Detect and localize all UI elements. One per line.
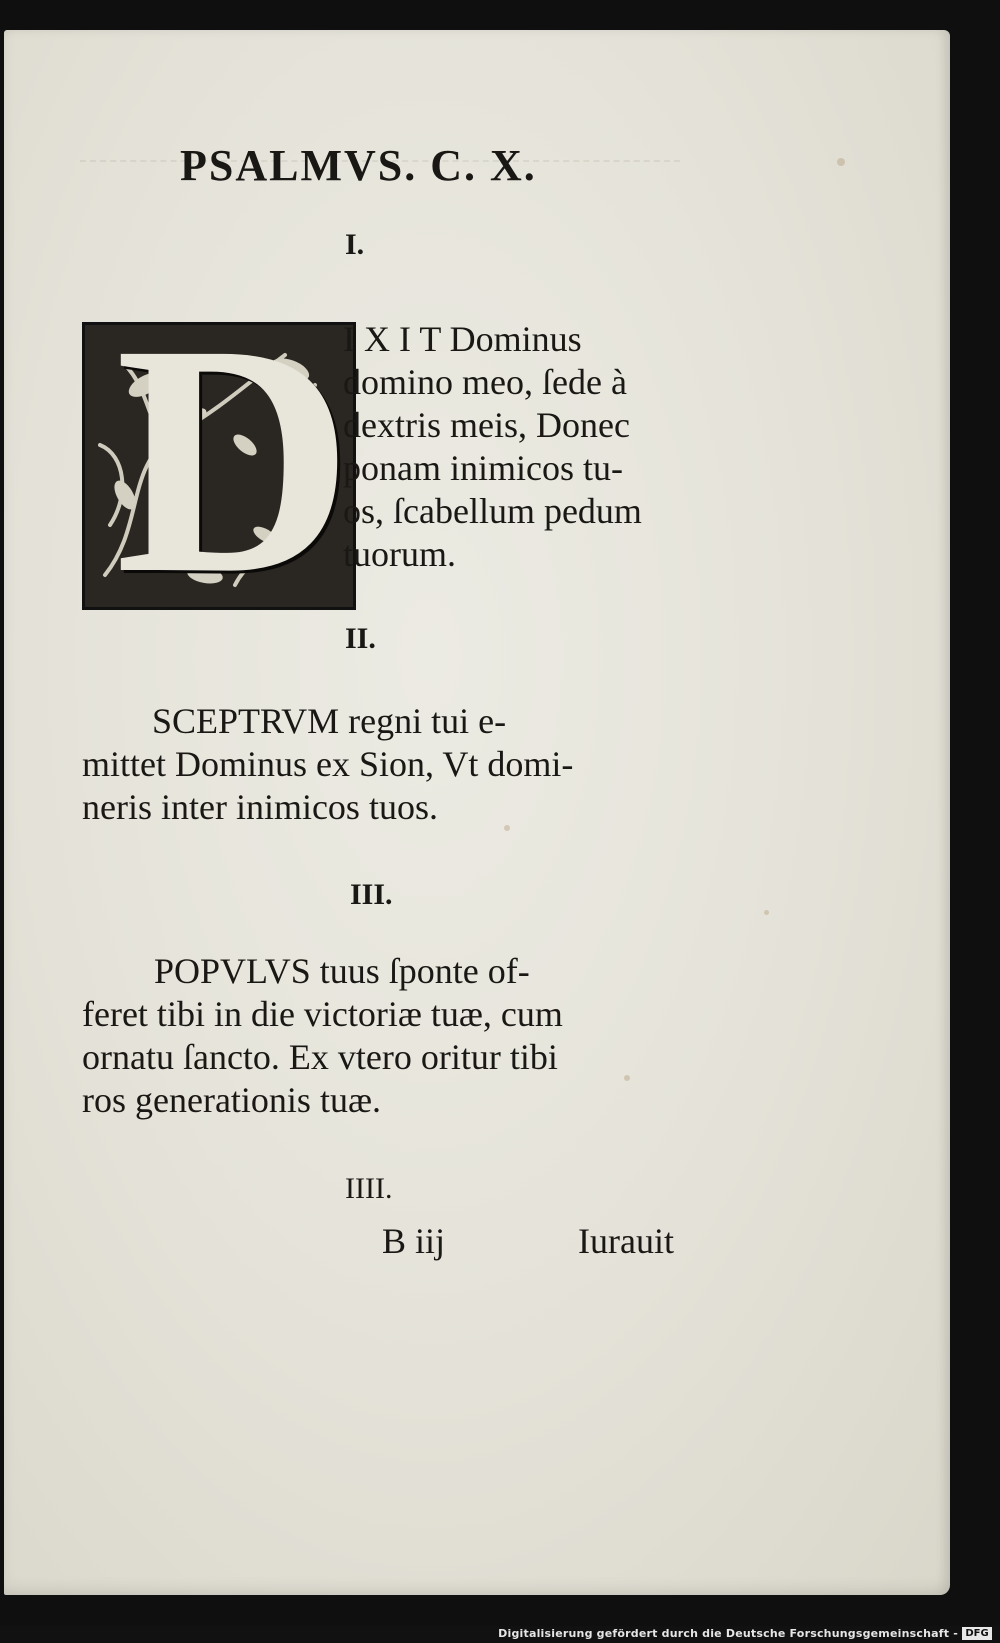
verse-line: ponam inimicos tu- [343,448,623,488]
verse-line: tuorum. [343,534,456,574]
verse-line: ornatu ſancto. Ex vtero oritur tibi [82,1037,558,1077]
signature-mark: B iij [382,1221,446,1261]
verse-line: neris inter inimicos tuos. [82,787,438,827]
section-numeral: I. [345,228,365,261]
initial-letter: D [115,322,354,610]
catchword: Iurauit [578,1221,674,1261]
verse-line: mittet Dominus ex Sion, Vt domi- [82,744,574,784]
foxing-spot [764,910,769,915]
verse-line: feret tibi in die victoriæ tuæ, cum [82,994,563,1034]
verse-3 [82,950,563,1122]
foxing-spot [837,158,845,166]
section-numeral: IIII. [345,1172,393,1205]
verse-line: os, ſcabellum pedum [343,491,642,531]
verse-2 [82,700,573,829]
verse-line: I X I T Dominus [343,319,582,359]
verse-1 [343,318,642,576]
section-numeral: II. [345,622,376,655]
verse-line: domino meo, ſede à [343,362,627,402]
verse-line: SCEPTRVM regni tui e- [152,701,507,741]
digitization-credit: Digitalisierung gefördert durch die Deutsche Forschungsgemeinschaft - [498,1627,958,1640]
dfg-logo: DFG [962,1627,992,1640]
foxing-spot [624,1075,630,1081]
page-title: PSALMVS. C. X. [180,141,537,190]
verse-line: ros generationis tuæ. [82,1080,381,1120]
decorated-initial [82,322,356,610]
section-numeral: III. [350,878,393,911]
verse-line: POPVLVS tuus ſponte of- [154,951,530,991]
verse-line: dextris meis, Donec [343,405,630,445]
